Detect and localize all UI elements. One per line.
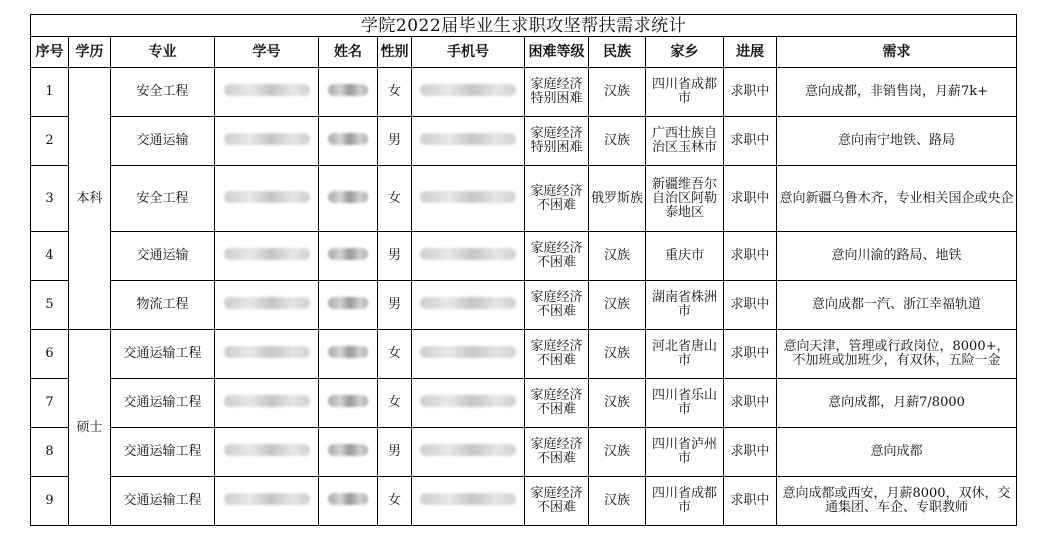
redacted-value [224, 84, 310, 96]
cell-ethnicity: 俄罗斯族 [589, 166, 646, 232]
table-row [31, 232, 1017, 281]
cell-phone [412, 330, 525, 379]
cell-student-id [215, 330, 319, 379]
redacted-value [328, 493, 368, 505]
header-degree: 学历 [69, 37, 111, 68]
cell-ethnicity: 汉族 [589, 477, 646, 526]
redacted-value [420, 493, 516, 505]
cell-phone [412, 281, 525, 330]
spreadsheet [30, 14, 1017, 526]
redacted-value [328, 297, 368, 309]
redacted-value [224, 297, 310, 309]
cell-phone [412, 166, 525, 232]
redacted-value [224, 346, 310, 358]
cell-gender: 男 [378, 281, 412, 330]
cell-need: 意向南宁地铁、路局 [777, 117, 1017, 166]
redacted-value [224, 248, 310, 260]
cell-gender: 女 [378, 477, 412, 526]
cell-hometown: 重庆市 [646, 232, 724, 281]
cell-degree-master: 硕士 [69, 330, 111, 526]
cell-index: 3 [31, 166, 69, 232]
table-row [31, 477, 1017, 526]
cell-phone [412, 68, 525, 117]
cell-gender: 男 [378, 232, 412, 281]
cell-difficulty: 家庭经济不困难 [525, 379, 589, 428]
redacted-value [328, 395, 368, 407]
redacted-value [328, 444, 368, 456]
cell-major: 交通运输工程 [111, 330, 215, 379]
cell-name [319, 166, 378, 232]
cell-ethnicity: 汉族 [589, 281, 646, 330]
cell-phone [412, 379, 525, 428]
cell-phone [412, 428, 525, 477]
cell-name [319, 379, 378, 428]
cell-difficulty: 家庭经济特别困难 [525, 68, 589, 117]
cell-difficulty: 家庭经济不困难 [525, 330, 589, 379]
cell-progress: 求职中 [724, 232, 777, 281]
cell-name [319, 428, 378, 477]
cell-need: 意向川渝的路局、地铁 [777, 232, 1017, 281]
cell-phone [412, 232, 525, 281]
redacted-value [420, 297, 516, 309]
cell-progress: 求职中 [724, 166, 777, 232]
cell-student-id [215, 281, 319, 330]
redacted-value [328, 191, 368, 203]
cell-student-id [215, 428, 319, 477]
redacted-value [420, 248, 516, 260]
table-row [31, 281, 1017, 330]
cell-ethnicity: 汉族 [589, 232, 646, 281]
cell-gender: 女 [378, 330, 412, 379]
table-row [31, 330, 1017, 379]
cell-student-id [215, 166, 319, 232]
cell-phone [412, 477, 525, 526]
cell-index: 5 [31, 281, 69, 330]
statistics-table [30, 14, 1017, 526]
cell-progress: 求职中 [724, 330, 777, 379]
cell-need: 意向天津，管理或行政岗位，8000+，不加班或加班少，有双休，五险一金 [777, 330, 1017, 379]
table-row [31, 68, 1017, 117]
cell-ethnicity: 汉族 [589, 68, 646, 117]
cell-major: 交通运输 [111, 232, 215, 281]
redacted-value [420, 84, 516, 96]
redacted-value [420, 346, 516, 358]
cell-index: 6 [31, 330, 69, 379]
cell-difficulty: 家庭经济不困难 [525, 477, 589, 526]
redacted-value [328, 84, 368, 96]
cell-difficulty: 家庭经济不困难 [525, 166, 589, 232]
header-index: 序号 [31, 37, 69, 68]
cell-name [319, 330, 378, 379]
table-row [31, 379, 1017, 428]
redacted-value [420, 444, 516, 456]
redacted-value [420, 191, 516, 203]
cell-hometown: 四川省成都市 [646, 68, 724, 117]
cell-difficulty: 家庭经济不困难 [525, 281, 589, 330]
cell-gender: 女 [378, 379, 412, 428]
redacted-value [224, 444, 310, 456]
cell-index: 2 [31, 117, 69, 166]
cell-major: 交通运输工程 [111, 428, 215, 477]
header-row [31, 37, 1017, 68]
header-student-id: 学号 [215, 37, 319, 68]
cell-index: 8 [31, 428, 69, 477]
header-hometown: 家乡 [646, 37, 724, 68]
cell-index: 4 [31, 232, 69, 281]
cell-student-id [215, 477, 319, 526]
cell-ethnicity: 汉族 [589, 330, 646, 379]
cell-hometown: 四川省成都市 [646, 477, 724, 526]
cell-major: 物流工程 [111, 281, 215, 330]
cell-hometown: 湖南省株洲市 [646, 281, 724, 330]
cell-name [319, 68, 378, 117]
cell-major: 交通运输 [111, 117, 215, 166]
cell-hometown: 新疆维吾尔自治区阿勒泰地区 [646, 166, 724, 232]
cell-ethnicity: 汉族 [589, 379, 646, 428]
cell-need: 意向成都一汽、浙江幸福轨道 [777, 281, 1017, 330]
cell-gender: 女 [378, 166, 412, 232]
cell-ethnicity: 汉族 [589, 117, 646, 166]
cell-gender: 女 [378, 68, 412, 117]
cell-hometown: 四川省乐山市 [646, 379, 724, 428]
cell-student-id [215, 68, 319, 117]
cell-gender: 男 [378, 428, 412, 477]
table-row [31, 117, 1017, 166]
cell-progress: 求职中 [724, 68, 777, 117]
cell-need: 意向新疆乌鲁木齐，专业相关国企或央企 [777, 166, 1017, 232]
table-body [31, 68, 1017, 526]
header-need: 需求 [777, 37, 1017, 68]
cell-difficulty: 家庭经济不困难 [525, 232, 589, 281]
cell-difficulty: 家庭经济不困难 [525, 428, 589, 477]
header-difficulty: 困难等级 [525, 37, 589, 68]
header-progress: 进展 [724, 37, 777, 68]
cell-degree-bachelor: 本科 [69, 68, 111, 330]
cell-progress: 求职中 [724, 281, 777, 330]
cell-need: 意向成都 [777, 428, 1017, 477]
header-ethnicity: 民族 [589, 37, 646, 68]
redacted-value [420, 395, 516, 407]
cell-progress: 求职中 [724, 379, 777, 428]
redacted-value [328, 133, 368, 145]
table-row [31, 428, 1017, 477]
cell-progress: 求职中 [724, 477, 777, 526]
header-gender: 性别 [378, 37, 412, 68]
redacted-value [224, 133, 310, 145]
header-name: 姓名 [319, 37, 378, 68]
header-phone: 手机号 [412, 37, 525, 68]
cell-gender: 男 [378, 117, 412, 166]
header-major: 专业 [111, 37, 215, 68]
redacted-value [224, 493, 310, 505]
cell-major: 安全工程 [111, 166, 215, 232]
cell-hometown: 广西壮族自治区玉林市 [646, 117, 724, 166]
table-title: 学院2022届毕业生求职攻坚帮扶需求统计 [31, 15, 1017, 37]
cell-student-id [215, 232, 319, 281]
cell-name [319, 477, 378, 526]
cell-major: 交通运输工程 [111, 379, 215, 428]
cell-phone [412, 117, 525, 166]
cell-need: 意向成都，非销售岗，月薪7k+ [777, 68, 1017, 117]
cell-difficulty: 家庭经济特别困难 [525, 117, 589, 166]
cell-major: 交通运输工程 [111, 477, 215, 526]
cell-name [319, 117, 378, 166]
cell-name [319, 232, 378, 281]
redacted-value [328, 346, 368, 358]
cell-student-id [215, 117, 319, 166]
redacted-value [224, 395, 310, 407]
cell-progress: 求职中 [724, 428, 777, 477]
cell-student-id [215, 379, 319, 428]
cell-need: 意向成都，月薪7/8000 [777, 379, 1017, 428]
redacted-value [420, 133, 516, 145]
redacted-value [328, 248, 368, 260]
cell-hometown: 河北省唐山市 [646, 330, 724, 379]
cell-ethnicity: 汉族 [589, 428, 646, 477]
cell-index: 9 [31, 477, 69, 526]
cell-name [319, 281, 378, 330]
table-row [31, 166, 1017, 232]
cell-major: 安全工程 [111, 68, 215, 117]
redacted-value [224, 191, 310, 203]
cell-progress: 求职中 [724, 117, 777, 166]
cell-index: 1 [31, 68, 69, 117]
cell-index: 7 [31, 379, 69, 428]
cell-need: 意向成都或西安，月薪8000，双休，交通集团、车企、专职教师 [777, 477, 1017, 526]
cell-hometown: 四川省泸州市 [646, 428, 724, 477]
